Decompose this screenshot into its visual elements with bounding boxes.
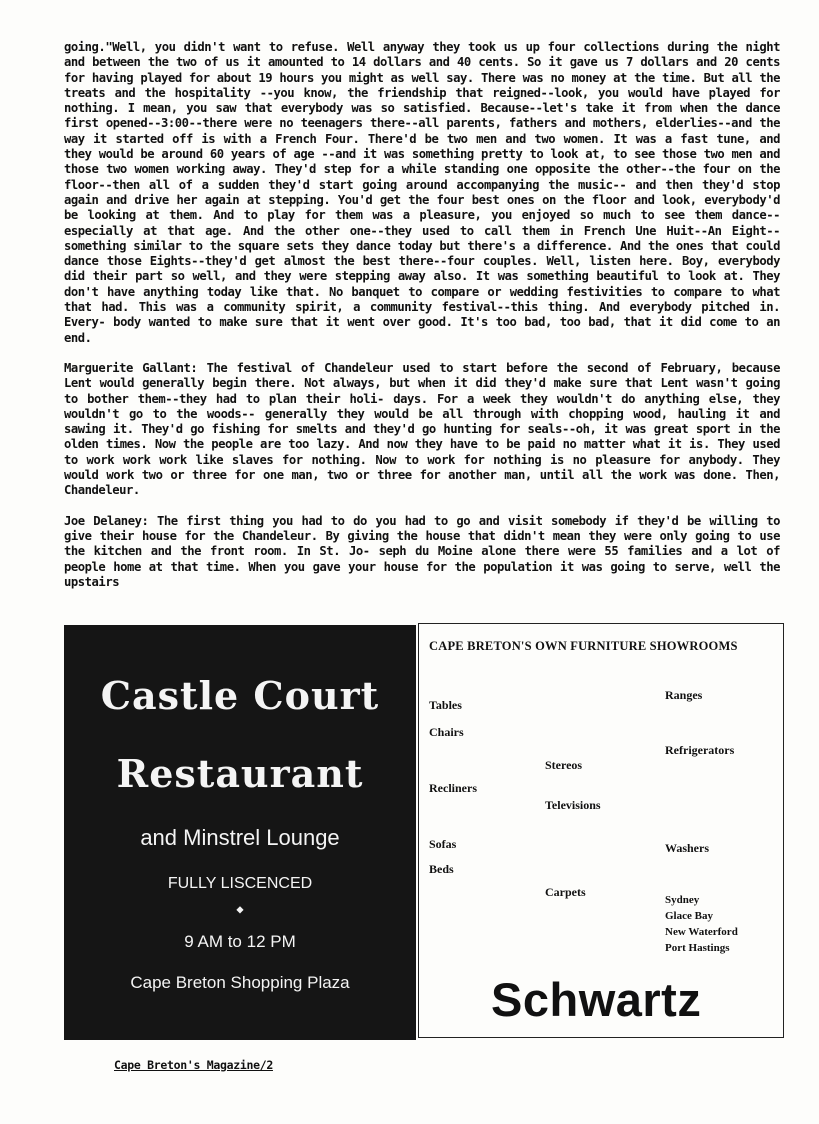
item-carpets: Carpets: [545, 885, 586, 899]
castle-ad-title-line2: Restaurant: [116, 751, 364, 796]
schwartz-logo: Schwartz: [491, 973, 702, 1026]
item-chairs: Chairs: [429, 725, 464, 739]
castle-court-ad: [64, 625, 416, 1040]
article-paragraph: Marguerite Gallant: The festival of Chandeleur used to start before the second of February, because Lent would generally begin there. Not always, but when it did they'd make sure that Lent wasn't going to bother them--they had to plan their holi- days. For a week they wouldn't do anything else, they wouldn't go to the woods-- generally they would be all through with chopping wood, hauling it and sawing it. They'd go fishing for smelts and they'd go hunting for seals--oh, it was great sport in the olden times. Now the people are too lazy. And now they have to be paid no matter what it is. They used to work work work like slaves for nothing. Now to work for nothing is no pleasure for anybody. They would work two or three for one man, two or three for another man, until all the work was done. Then, Chandeleur.: [64, 360, 780, 498]
item-tables: Tables: [429, 698, 462, 712]
branch-location: New Waterford: [665, 926, 738, 938]
item-televisions: Televisions: [545, 798, 601, 812]
castle-ad-hours: 9 AM to 12 PM: [184, 932, 296, 951]
item-ranges: Ranges: [665, 688, 703, 702]
castle-ad-license: FULLY LISCENCED: [167, 875, 313, 892]
item-refrigerators: Refrigerators: [665, 743, 735, 757]
article-paragraph: Joe Delaney: The first thing you had to do you had to go and visit somebody if they'd be willing to give their house for the Chandeleur. By giving the house that didn't mean they were only going to use the kitchen and the front room. In St. Jo- seph du Moine alone there were 55 families and a lot of people home at that time. When you gave your house for the population it was going to serve, well the upstairs: [64, 513, 780, 589]
article-paragraph: going."Well, you didn't want to refuse. Well anyway they took us up four collections during the night and between the two of us it amounted to 14 dollars and 40 cents. So it gave us 7 dollars and 20 cents for having played for about 19 hours you might as well say. There was no money at the time. But all the treats and the hospitality --you know, the friendship that reigned--look, you would have played for nothing. I mean, you saw that everybody was so satisfied. Because--let's take it from when the dance first opened--3:00--there were no teenagers there--all parents, fathers and mothers, elderlies--and the way it started off is with a French Four. There'd be two men and two women. It was a fast tune, and they would be around 60 years of age --and it was something pretty to look at, to see those two men and those two women working away. They'd step for a while standing one opposite the other--the four on the floor--then all of a sudden they'd start going around accompanying the music-- and then they'd stop again and drive her again at stepping. You'd get the four best ones on the floor and look, everybody'd be looking at them. And to play for them was a pleasure, you enjoyed so much to see them dance--especially at that age. And the other one--they used to call them in French Une Huit--An Eight--something similar to the square sets they dance today but there's a difference. And the ones that could dance those Eights--they'd get almost the best there--four couples. Well, listen here. Boy, everybody did their part so well, and they were stepping away also. It was something beautiful to look at. They don't have anything today like that. No banquet to compare or wedding festivities to compare to what that had. This was a community spirit, a community festival--this thing. And everybody pitched in. Every- body wanted to make sure that it went over good. It's too bad, too bad, that it did come to an end.: [64, 40, 780, 345]
item-recliners: Recliners: [429, 781, 477, 795]
branch-location: Sydney: [665, 894, 700, 906]
schwartz-ad: [418, 623, 784, 1038]
article-text: [64, 40, 780, 605]
castle-ad-location: Cape Breton Shopping Plaza: [130, 973, 350, 992]
branch-location: Port Hastings: [665, 942, 730, 954]
schwartz-ad-heading: CAPE BRETON'S OWN FURNITURE SHOWROOMS: [429, 639, 738, 653]
castle-ad-subtitle: and Minstrel Lounge: [140, 825, 340, 850]
item-stereos: Stereos: [545, 758, 583, 772]
page-footer: Cape Breton's Magazine/2: [114, 1058, 273, 1072]
item-beds: Beds: [429, 862, 454, 876]
item-washers: Washers: [665, 841, 710, 855]
branch-location: Glace Bay: [665, 910, 713, 922]
diamond-icon: ◆: [236, 902, 244, 916]
item-sofas: Sofas: [429, 837, 457, 851]
castle-ad-title-line1: Castle Court: [100, 673, 380, 718]
